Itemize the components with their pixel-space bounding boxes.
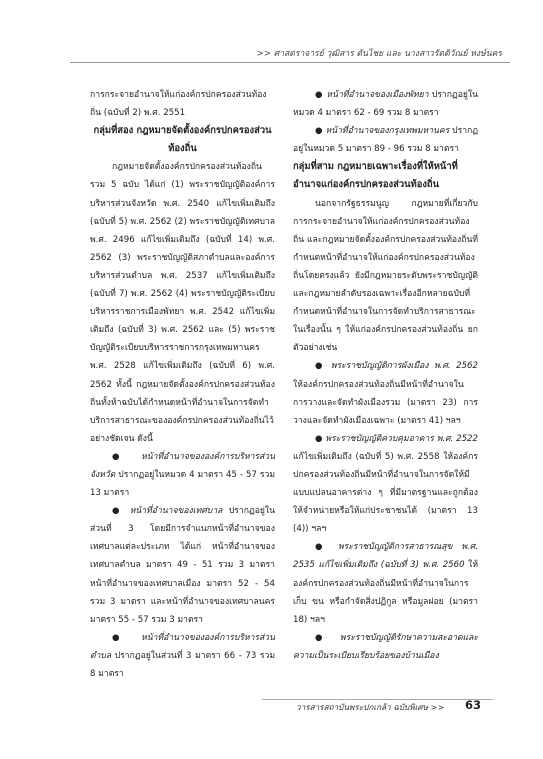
right-column — [293, 86, 478, 665]
bullet-item: ● หน้าที่อำนาจขององค์การบริหารส่วนตำบล ปรากฏอยู่ในส่วนที่ 3 มาตรา 66 - 73 รวม 8 มาตรา — [90, 632, 275, 679]
bullet-italic: หน้าที่อำนาจของเมืองพัทยา — [326, 90, 429, 100]
paragraph: กฎหมายจัดตั้งองค์กรปกครองส่วนท้องถิ่นรวม 5 ฉบับ ได้แก่ (1) พระราชบัญญัติองค์การบริหารส่วนจังหวัด พ.ศ. 2540 แก้ไขเพิ่มเติมถึง (ฉบับที่ 5) พ.ศ. 2562 (2) พระราชบัญญัติเทศบาล พ.ศ. 2496 แก้ไขเพิ่มเติมถึง (ฉบับที่ 14) พ.ศ. 2562 (3) พระราชบัญญัติสภาตำบลและองค์การบริหารส่วนตำบล พ.ศ. 2537 แก้ไขเพิ่มเติมถึง (ฉบับที่ 7) พ.ศ. 2562 (4) พระราชบัญญัติระเบียบบริหารราชการเมืองพัทยา พ.ศ. 2542 แก้ไขเพิ่มเติมถึง (ฉบับที่ 3) พ.ศ. 2562 และ (5) พระราชบัญญัติระเบียบบริหารราชการกรุงเทพมหานคร พ.ศ. 2528 แก้ไขเพิ่มเติมถึง (ฉบับที่ 6) พ.ศ. 2562 ทั้งนี้ กฎหมายจัดตั้งองค์กรปกครองส่วนท้องถิ่นทั้งห้าฉบับได้กำหนดหน้าที่อำนาจในการจัดทำบริการสาธารณะขององค์กรปกครองส่วนท้องถิ่นไว้อย่างชัดเจน ดังนี้ — [90, 162, 275, 444]
bullet-text: ให้องค์กรปกครองส่วนท้องถิ่นมีหน้าที่อำนาจในการวางและจัดทำผังเมืองรวม (มาตรา 23) การวางและจัดทำผังเมืองเฉพาะ (มาตรา 41) ฯลฯ — [293, 379, 478, 426]
bullet-item: ● พระราชบัญญัติการสาธารณสุข พ.ศ. 2535 แก้ไขเพิ่มเติมถึง (ฉบับที่ 3) พ.ศ. 2560 ให้องค์กรปกครองส่วนท้องถิ่นมีหน้าที่อำนาจในการเก็บ ขน หรือกำจัดสิ่งปฏิกูล หรือมูลฝอย (มาตรา 18) ฯลฯ — [293, 542, 479, 625]
left-column — [90, 86, 275, 683]
bullet-item: ● หน้าที่อำนาจของเมืองพัทยา ปรากฏอยู่ในหมวด 4 มาตรา 62 - 69 รวม 8 มาตรา — [293, 90, 478, 119]
bullet-item: ● พระราชบัญญัติควบคุมอาคาร พ.ศ. 2522 แก้ไขเพิ่มเติมถึง (ฉบับที่ 5) พ.ศ. 2558 ให้องค์กรปกครองส่วนท้องถิ่นมีหน้าที่อำนาจในการจัดให้มีแบบแปลนอาคารต่าง ๆ ที่มีมาตรฐานและถูกต้องให้จำหน่ายหรือให้แก่ประชาชนได้ (มาตรา 13 (4)) ฯลฯ — [293, 433, 478, 535]
bullet-italic: พระราชบัญญัติการผังเมือง พ.ศ. 2562 — [330, 361, 478, 372]
bullet-italic: หน้าที่อำนาจขององค์การบริหารส่วนจังหวัด — [90, 451, 275, 480]
bullet-item: ● หน้าที่อำนาจของกรุงเทพมหานคร ปรากฏอยู่ในหมวด 5 มาตรา 89 - 96 รวม 8 มาตรา — [293, 126, 478, 155]
bullet-italic: หน้าที่อำนาจของเทศบาล — [129, 506, 223, 517]
bullet-text: ให้องค์กรปกครองส่วนท้องถิ่นมีหน้าที่อำนาจในการเก็บ ขน หรือกำจัดสิ่งปฏิกูล หรือมูลฝอย (มาตรา 18) ฯลฯ — [293, 560, 479, 625]
footer-rule — [262, 699, 493, 700]
paragraph: การกระจายอำนาจให้แก่องค์กรปกครองส่วนท้องถิ่น (ฉบับที่ 2) พ.ศ. 2551 — [90, 90, 267, 119]
bullet-text: ปรากฏอยู่ในส่วนที่ 3 มาตรา 66 - 73 รวม 8 มาตรา — [90, 650, 275, 679]
section-heading: กลุ่มที่สอง กฎหมายจัดตั้งองค์กรปกครองส่วนท้องถิ่น — [93, 125, 272, 155]
bullet-item: ● หน้าที่อำนาจของเทศบาล ปรากฏอยู่ในส่วนที่ 3 โดยมีการจำแนกหน้าที่อำนาจของเทศบาลแต่ละประเภท ได้แก่ หน้าที่อำนาจของเทศบาลตำบล มาตรา 49 - 51 รวม 3 มาตรา หน้าที่อำนาจของเทศบาลเมือง มาตรา 52 - 54 รวม 3 มาตรา และหน้าที่อำนาจของเทศบาลนครมาตรา 55 - 57 รวม 3 มาตรา — [90, 506, 275, 625]
bullet-text: แก้ไขเพิ่มเติมถึง (ฉบับที่ 5) พ.ศ. 2558 ให้องค์กรปกครองส่วนท้องถิ่นมีหน้าที่อำนาจในการจัดให้มีแบบแปลนอาคารต่าง ๆ ที่มีมาตรฐานและถูกต้องให้จำหน่ายหรือให้แก่ประชาชนได้ (มาตรา 13 (4)) ฯลฯ — [293, 451, 478, 535]
bullet-item: ● พระราชบัญญัติรักษาความสะอาดและความเป็นระเบียบเรียบร้อยของบ้านเมือง — [293, 632, 478, 661]
bullet-text: ปรากฏอยู่ในหมวด 5 มาตรา 89 - 96 รวม 8 มาตรา — [293, 126, 478, 155]
bullet-italic: หน้าที่อำนาจขององค์การบริหารส่วนตำบล — [90, 632, 275, 661]
bullet-text: ปรากฏอยู่ในหมวด 4 มาตรา 62 - 69 รวม 8 มาตรา — [293, 90, 478, 119]
running-header: >> ศาสตราจารย์ วุฒิสาร ตันไชย และ นางสาวรัตติวัณย์ หงษ์นคร — [256, 49, 502, 59]
bullet-text: ปรากฏอยู่ในหมวด 4 มาตรา 45 - 57 รวม 13 มาตรา — [90, 469, 275, 499]
page-number: 63 — [465, 698, 482, 712]
bullet-item: ● หน้าที่อำนาจขององค์การบริหารส่วนจังหวัด ปรากฏอยู่ในหมวด 4 มาตรา 45 - 57 รวม 13 มาตรา — [90, 451, 275, 499]
bullet-italic: พระราชบัญญัติควบคุมอาคาร พ.ศ. 2522 — [325, 433, 478, 444]
bullet-italic: หน้าที่อำนาจของกรุงเทพมหานคร — [325, 126, 450, 137]
header-rule — [70, 62, 510, 63]
bullet-item: ● พระราชบัญญัติการผังเมือง พ.ศ. 2562 ให้องค์กรปกครองส่วนท้องถิ่นมีหน้าที่อำนาจในการวางและจัดทำผังเมืองรวม (มาตรา 23) การวางและจัดทำผังเมืองเฉพาะ (มาตรา 41) ฯลฯ — [293, 361, 478, 426]
footer-journal: วารสารสถาบันพระปกเกล้า ฉบับพิเศษ >> — [296, 702, 445, 712]
bullet-italic: พระราชบัญญัติรักษาความสะอาดและความเป็นระเบียบเรียบร้อยของบ้านเมือง — [293, 632, 478, 661]
bullet-italic: พระราชบัญญัติการสาธารณสุข พ.ศ. 2535 แก้ไขเพิ่มเติมถึง (ฉบับที่ 3) พ.ศ. 2560 — [293, 542, 478, 571]
section-heading: กลุ่มที่สาม กฎหมายเฉพาะเรื่องที่ให้หน้าที่อำนาจแก่องค์กรปกครองส่วนท้องถิ่น — [293, 161, 458, 191]
bullet-text: ปรากฏอยู่ในส่วนที่ 3 โดยมีการจำแนกหน้าที่อำนาจของเทศบาลแต่ละประเภท ได้แก่ หน้าที่อำนาจของเทศบาลตำบล มาตรา 49 - 51 รวม 3 มาตรา หน้าที่อำนาจของเทศบาลเมือง มาตรา 52 - 54 รวม 3 มาตรา และหน้าที่อำนาจของเทศบาลนครมาตรา 55 - 57 รวม 3 มาตรา — [90, 506, 275, 625]
paragraph: นอกจากรัฐธรรมนูญ กฎหมายที่เกี่ยวกับการกระจายอำนาจให้แก่องค์กรปกครองส่วนท้องถิ่น และกฎหมายจัดตั้งองค์กรปกครองส่วนท้องถิ่นที่กำหนดหน้าที่อำนาจให้แก่องค์กรปกครองส่วนท้องถิ่นโดยตรงแล้ว ยังมีกฎหมายระดับพระราชบัญญัติและกฎหมายลำดับรองเฉพาะเรื่องอีกหลายฉบับที่กำหนดหน้าที่อำนาจในการจัดทำบริการสาธารณะในเรื่องนั้น ๆ ให้แก่องค์กรปกครองส่วนท้องถิ่น ยกตัวอย่างเช่น — [293, 198, 478, 354]
